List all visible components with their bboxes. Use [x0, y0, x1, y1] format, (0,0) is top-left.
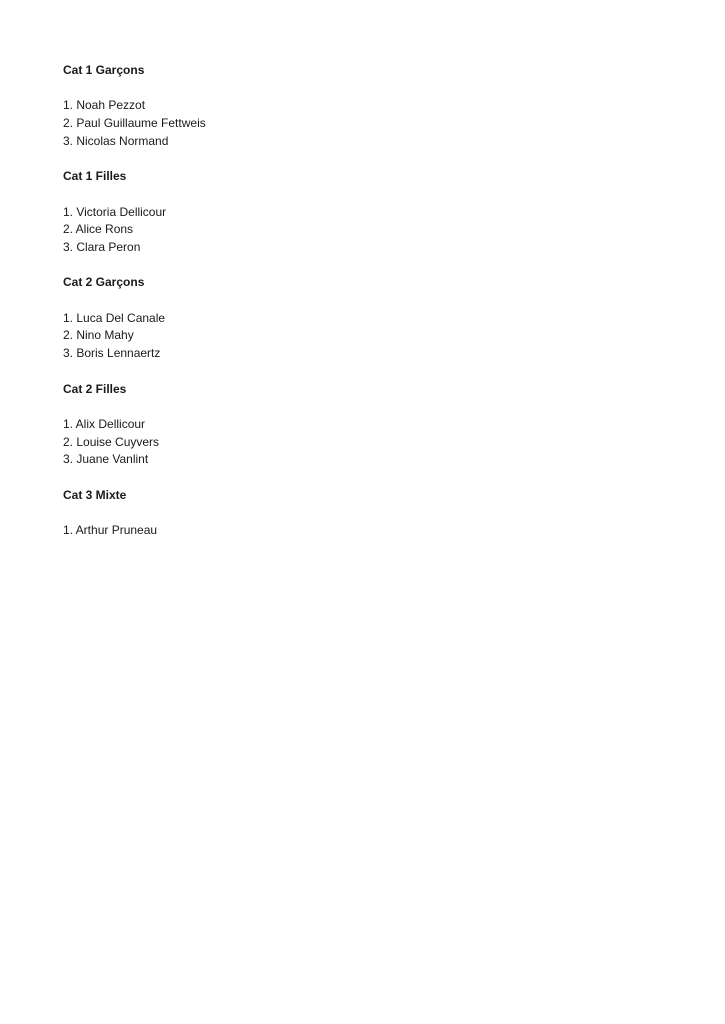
ranking-entry: 2. Alice Rons: [63, 222, 134, 237]
ranking-entry: 3. Clara Peron: [63, 239, 141, 254]
category-heading: Cat 3 Mixte: [63, 487, 127, 502]
ranking-entry: 1. Luca Del Canale: [63, 310, 166, 325]
ranking-entry: 2. Nino Mahy: [63, 328, 134, 343]
ranking-entry: 3. Juane Vanlint: [63, 452, 149, 467]
ranking-entry: 1. Noah Pezzot: [63, 98, 146, 113]
category-heading: Cat 1 Garçons: [63, 63, 145, 77]
category-section-cat3-mixte: [63, 487, 665, 540]
ranking-entry: 3. Boris Lennaertz: [63, 346, 161, 361]
ranking-entry: 2. Paul Guillaume Fettweis: [63, 116, 206, 131]
ranking-entry: 2. Louise Cuyvers: [63, 434, 160, 449]
category-heading: Cat 1 Filles: [63, 169, 127, 184]
ranking-entry: 1. Alix Dellicour: [63, 416, 146, 431]
category-heading: Cat 2 Garçons: [63, 275, 145, 290]
ranking-entry: 1. Victoria Dellicour: [63, 204, 167, 219]
ranking-entry: 1. Arthur Pruneau: [63, 523, 158, 538]
category-heading: Cat 2 Filles: [63, 381, 127, 396]
category-section-cat1-filles: [63, 168, 665, 257]
category-section-cat2-filles: [63, 381, 665, 470]
category-section-cat2-garcons: [63, 274, 665, 363]
ranking-entry: 3. Nicolas Normand: [63, 133, 169, 148]
category-section-cat1-garcons: [63, 62, 665, 151]
